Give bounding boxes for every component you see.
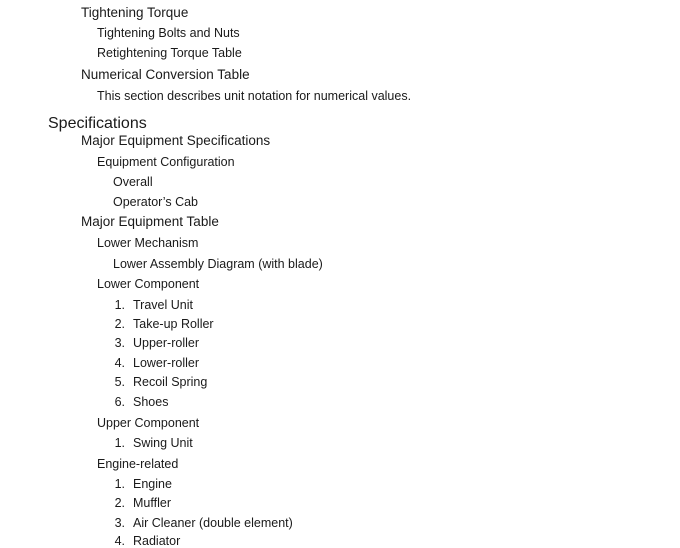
list-item-shoes[interactable]: Shoes [133,395,169,409]
toc-entry-tightening-bolts[interactable]: Tightening Bolts and Nuts [97,26,240,40]
list-item-swing-unit[interactable]: Swing Unit [133,436,193,450]
list-item-number: 3. [114,516,125,530]
list-item-number: 3. [114,336,125,350]
list-item-number: 4. [114,356,125,370]
toc-heading-specifications[interactable]: Specifications [48,115,147,132]
list-item-upper-roller[interactable]: Upper-roller [133,336,199,350]
toc-entry-engine-related[interactable]: Engine-related [97,457,179,471]
numerical-description: This section describes unit notation for numerical values. [97,89,412,103]
list-item-number: 1. [114,298,125,312]
toc-entry-major-equipment-specs[interactable]: Major Equipment Specifications [81,133,271,148]
toc-entry-upper-component[interactable]: Upper Component [97,416,200,430]
list-item-lower-roller[interactable]: Lower-roller [133,356,199,370]
list-item-number: 6. [114,395,125,409]
list-item-engine[interactable]: Engine [133,477,172,491]
toc-entry-tightening-torque[interactable]: Tightening Torque [81,5,189,20]
list-item-number: 4. [114,534,125,548]
toc-entry-lower-assembly-diagram[interactable]: Lower Assembly Diagram (with blade) [113,257,323,271]
toc-entry-lower-mechanism[interactable]: Lower Mechanism [97,236,199,250]
list-item-number: 2. [114,496,125,510]
list-item-number: 1. [114,477,125,491]
list-item-travel-unit[interactable]: Travel Unit [133,298,193,312]
list-item-number: 1. [114,436,125,450]
toc-entry-overall[interactable]: Overall [113,175,153,189]
toc-entry-operators-cab[interactable]: Operator’s Cab [113,195,198,209]
list-item-number: 5. [114,375,125,389]
list-item-take-up-roller[interactable]: Take-up Roller [133,317,214,331]
toc-entry-retightening-table[interactable]: Retightening Torque Table [97,46,242,60]
toc-entry-numerical-conversion[interactable]: Numerical Conversion Table [81,67,250,82]
list-item-recoil-spring[interactable]: Recoil Spring [133,375,208,389]
toc-entry-lower-component[interactable]: Lower Component [97,277,200,291]
toc-entry-major-equipment-table[interactable]: Major Equipment Table [81,214,219,229]
list-item-muffler[interactable]: Muffler [133,496,171,510]
list-item-air-cleaner[interactable]: Air Cleaner (double element) [133,516,293,530]
list-item-radiator[interactable]: Radiator [133,534,181,548]
list-item-number: 2. [114,317,125,331]
toc-entry-equipment-configuration[interactable]: Equipment Configuration [97,155,235,169]
